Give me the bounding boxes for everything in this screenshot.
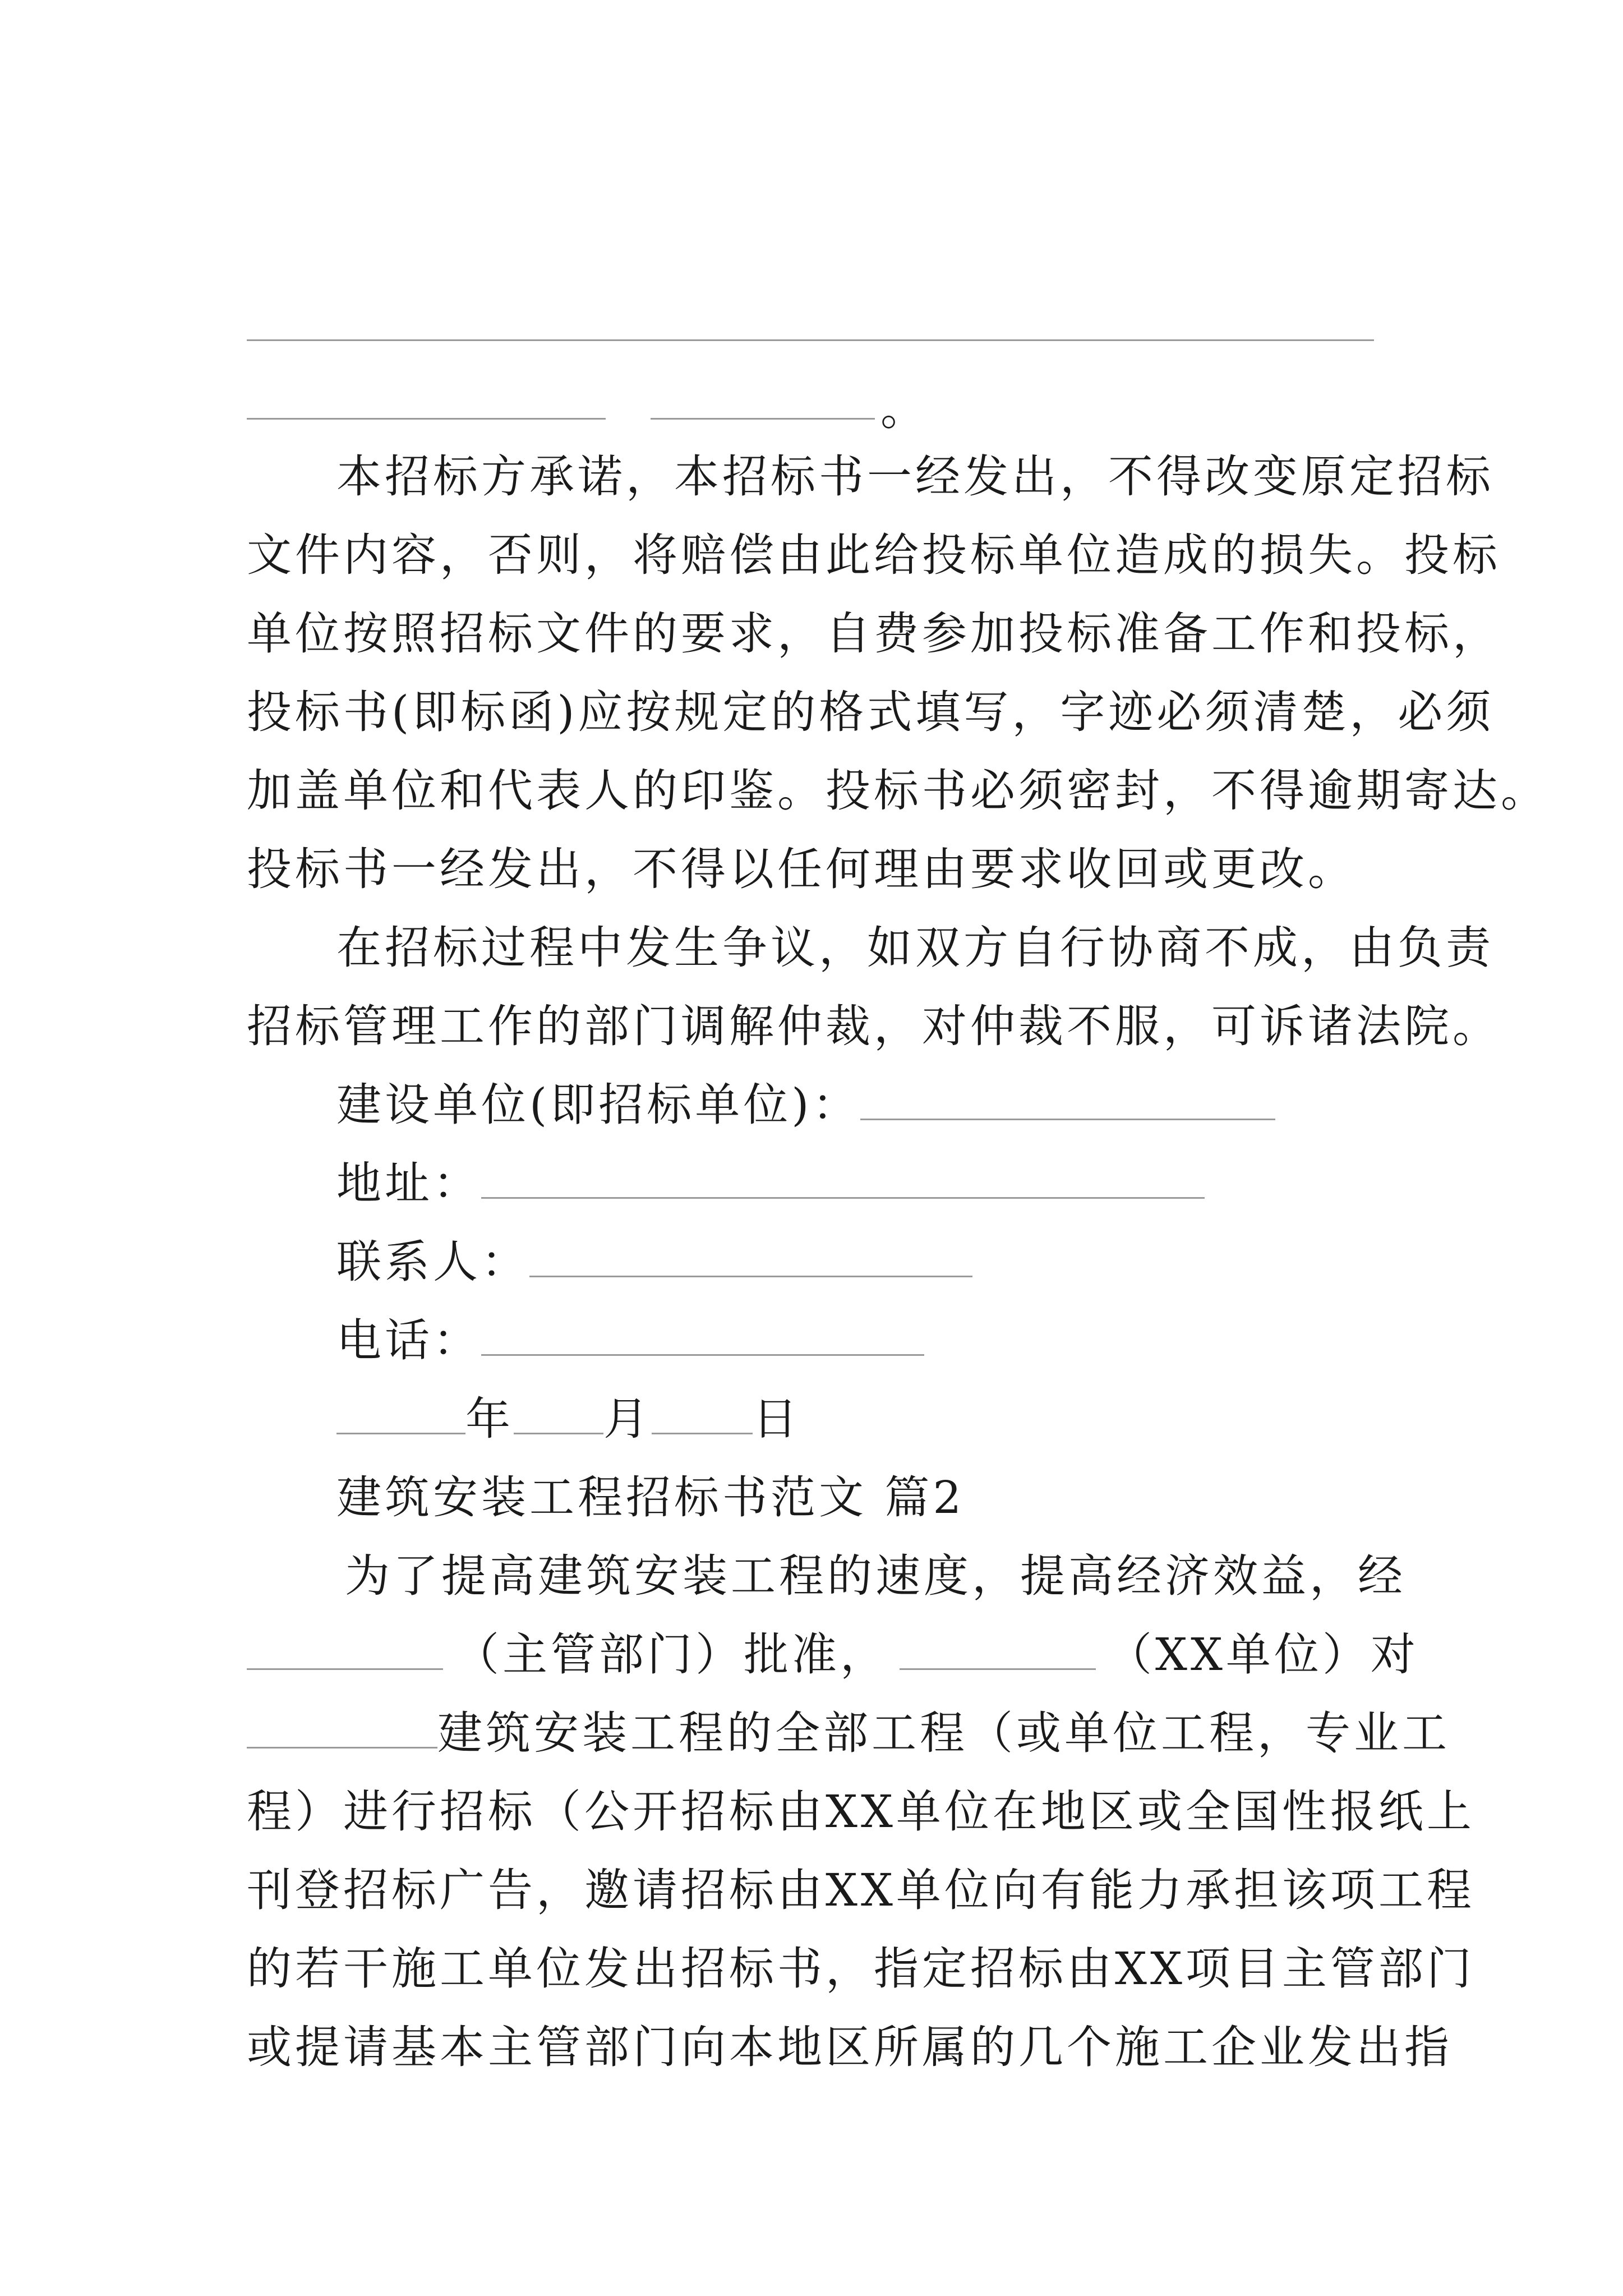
paragraph-line: 的若干施工单位发出招标书，指定招标由XX项目主管部门 [247, 1943, 1475, 1995]
paragraph-line: 招标管理工作的部门调解仲裁，对仲裁不服，可诉诸法院。 [247, 1000, 1501, 1052]
paragraph-line: 投标书(即标函)应按规定的格式填写，字迹必须清楚，必须 [247, 686, 1495, 738]
phone-label: 电话： [336, 1314, 481, 1366]
blank-line-period: 。 [880, 383, 925, 435]
paragraph-line: 程）进行招标（公开招标由XX单位在地区或全国性报纸上 [247, 1786, 1475, 1838]
month-label: 月 [603, 1393, 652, 1445]
paragraph-line: 刊登招标广告，邀请招标由XX单位向有能力承担该项工程 [247, 1864, 1475, 1916]
contact-blank [529, 1236, 972, 1277]
project-text: 建筑安装工程的全部工程（或单位工程，专业工 [437, 1707, 1450, 1759]
unit-name-text: （XX单位）对 [1107, 1628, 1419, 1681]
section-title: 建筑安装工程招标书范文 篇2 [336, 1471, 965, 1524]
phone-field [336, 1301, 1290, 1380]
address-field [336, 1144, 1290, 1223]
paragraph-line [247, 1694, 1450, 1773]
phone-blank [481, 1315, 924, 1356]
unit-field [336, 1066, 1290, 1144]
day-blank [652, 1393, 753, 1434]
unit-label: 建设单位(即招标单位)： [336, 1079, 861, 1131]
authority-text: （主管部门）批准， [454, 1628, 888, 1681]
project-blank [247, 1708, 437, 1749]
unit-name-blank [900, 1629, 1096, 1670]
month-blank [514, 1393, 603, 1434]
paragraph-line: 本招标方承诺，本招标书一经发出，不得改变原定招标 [336, 450, 1494, 503]
paragraph-line: 文件内容，否则，将赔偿由此给投标单位造成的损失。投标 [247, 529, 1501, 581]
address-blank [481, 1158, 1205, 1199]
paragraph-line: 单位按照招标文件的要求，自费参加投标准备工作和投标， [247, 608, 1501, 660]
paragraph-line: 加盖单位和代表人的印鉴。投标书必须密封，不得逾期寄达。 [247, 765, 1549, 817]
paragraph-line: 投标书一经发出，不得以任何理由要求收回或更改。 [247, 843, 1356, 895]
year-blank [336, 1393, 465, 1434]
blank-line [247, 418, 606, 420]
paragraph-line: 或提请基本主管部门向本地区所属的几个施工企业发出指 [247, 2021, 1453, 2073]
contact-label: 联系人： [336, 1236, 529, 1288]
date-line [336, 1380, 1009, 1458]
paragraph-line: 为了提高建筑安装工程的速度，提高经济效益，经 [345, 1550, 1406, 1602]
paragraph-line [247, 1616, 1419, 1694]
contact-field [336, 1223, 1290, 1301]
year-label: 年 [465, 1393, 514, 1445]
day-label: 日 [753, 1393, 801, 1445]
unit-blank [860, 1079, 1275, 1120]
blank-line [247, 339, 1374, 341]
authority-blank [247, 1629, 443, 1670]
address-label: 地址： [336, 1157, 481, 1209]
blank-line [651, 418, 875, 420]
paragraph-line: 在招标过程中发生争议，如双方自行协商不成，由负责 [336, 922, 1494, 974]
